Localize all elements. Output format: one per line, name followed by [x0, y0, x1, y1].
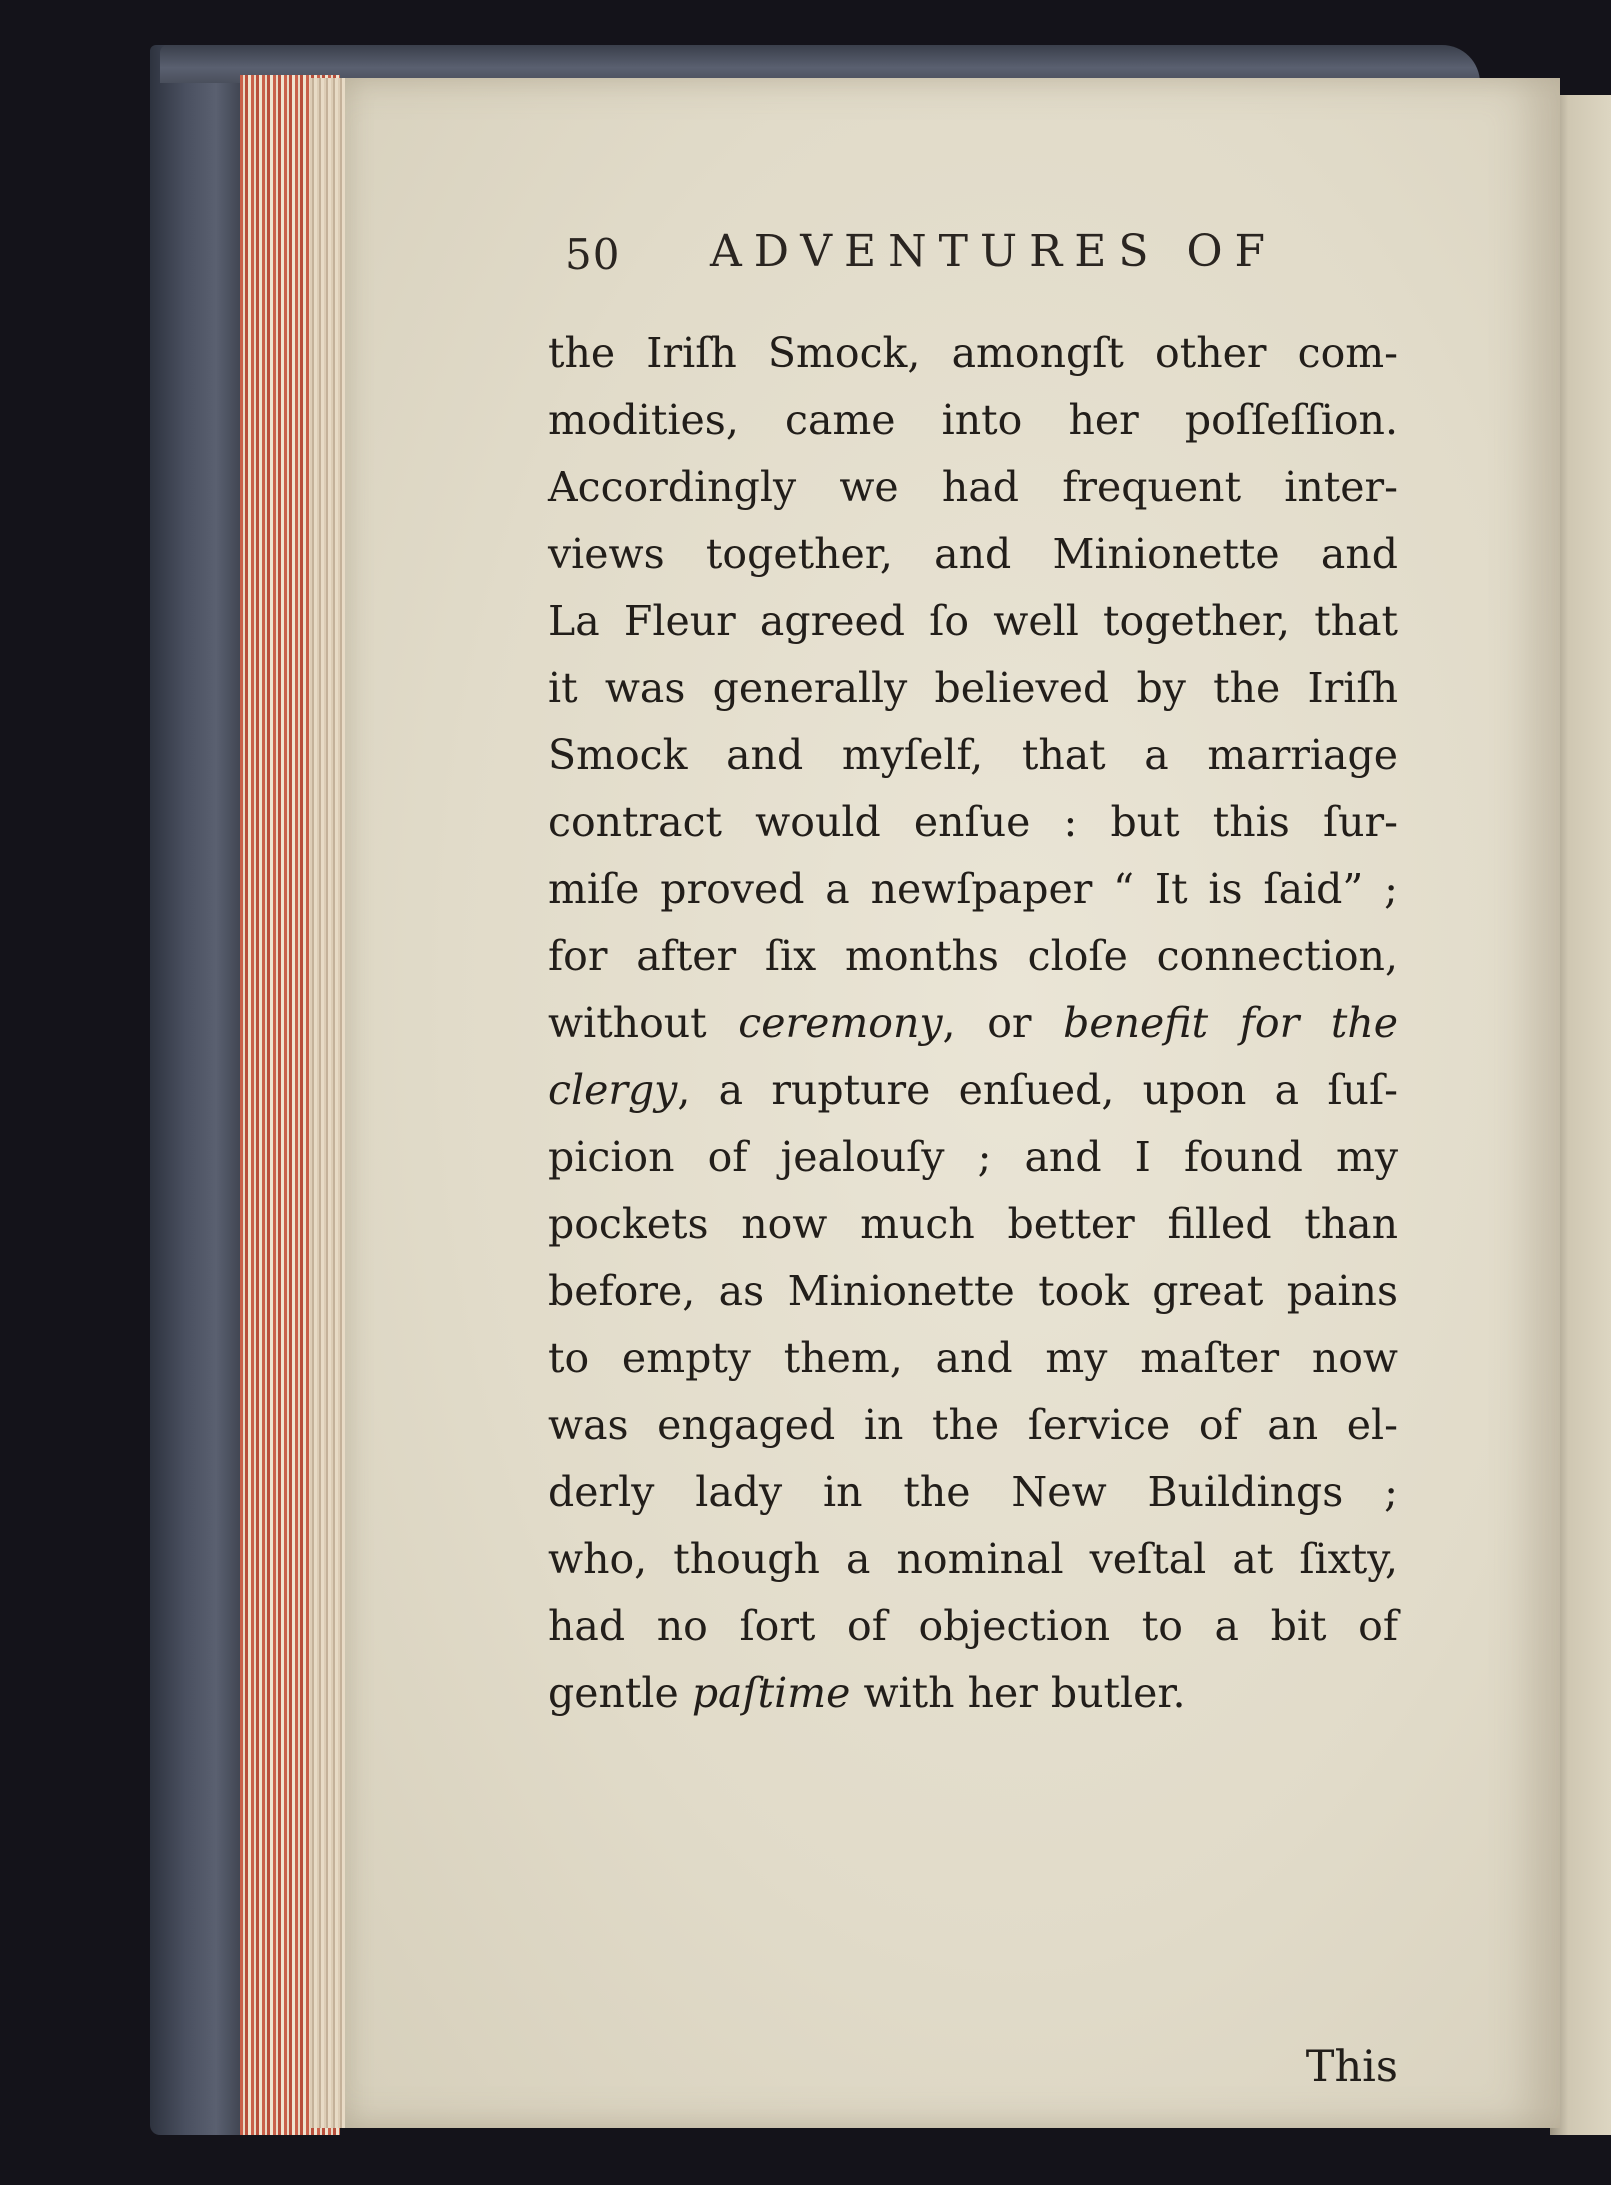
italic-text: ceremony	[738, 999, 943, 1047]
text-line	[548, 320, 1398, 387]
text-span: derly lady in the New Buildings ;	[548, 1468, 1398, 1516]
text-line	[548, 588, 1398, 655]
text-line	[548, 923, 1398, 990]
text-line	[548, 722, 1398, 789]
text-span: before, as Minionette took great pains	[548, 1267, 1398, 1315]
text-span: with her butler.	[850, 1669, 1186, 1717]
text-span: La Fleur agreed ſo well together, that	[548, 597, 1398, 645]
running-head: ADVENTURES OF	[710, 226, 1278, 277]
text-line	[548, 1660, 1398, 1727]
text-span: the Iriſh Smock, amongſt other com-	[548, 329, 1398, 377]
text-span: it was generally believed by the Iriſh	[548, 664, 1398, 712]
text-span: views together, and Minionette and	[548, 530, 1398, 578]
page-stack-edges	[310, 78, 350, 2128]
text-span: contract would enſue : but this ſur-	[548, 798, 1398, 846]
text-span: who, though a nominal veſtal at ſixty,	[548, 1535, 1398, 1583]
text-line	[548, 1124, 1398, 1191]
italic-text: clergy	[548, 1066, 678, 1114]
text-line	[548, 1593, 1398, 1660]
text-line	[548, 655, 1398, 722]
text-span: for after ſix months cloſe connection,	[548, 932, 1398, 980]
page-header	[565, 222, 1305, 292]
text-span: miſe proved a newſpaper “ It is ſaid” ;	[548, 865, 1398, 913]
text-line	[548, 1392, 1398, 1459]
page-number: 50	[565, 230, 621, 279]
text-span: had no ſort of objection to a bit of	[548, 1602, 1398, 1650]
text-line	[548, 1325, 1398, 1392]
text-line	[548, 454, 1398, 521]
text-span: gentle	[548, 1669, 692, 1717]
text-lines	[548, 320, 1398, 1727]
italic-text: paſtime	[691, 1669, 851, 1717]
text-line	[548, 521, 1398, 588]
text-span: without	[548, 999, 739, 1047]
text-span: was engaged in the ſervice of an el-	[548, 1401, 1398, 1449]
text-line	[548, 1526, 1398, 1593]
text-span: picion of jealouſy ; and I found my	[548, 1133, 1398, 1181]
text-span: modities, came into her poſſeſſion.	[548, 396, 1398, 444]
catchword: This	[1305, 2042, 1398, 2092]
text-span: to empty them, and my maſter now	[548, 1334, 1398, 1382]
text-line	[548, 1057, 1398, 1124]
text-span: , or	[942, 999, 1064, 1047]
text-span: Smock and myſelf, that a marriage	[548, 731, 1398, 779]
text-span: , a rupture enſued, upon a ſuſ-	[677, 1066, 1398, 1114]
text-line	[548, 1191, 1398, 1258]
text-line	[548, 387, 1398, 454]
text-line	[548, 1459, 1398, 1526]
text-line	[548, 856, 1398, 923]
text-line	[548, 789, 1398, 856]
text-span: Accordingly we had frequent inter-	[548, 463, 1398, 511]
text-line	[548, 990, 1398, 1057]
italic-text: benefit for the	[1063, 999, 1399, 1047]
text-line	[548, 1258, 1398, 1325]
body-text	[548, 320, 1399, 2092]
text-span: pockets now much better filled than	[548, 1200, 1398, 1248]
